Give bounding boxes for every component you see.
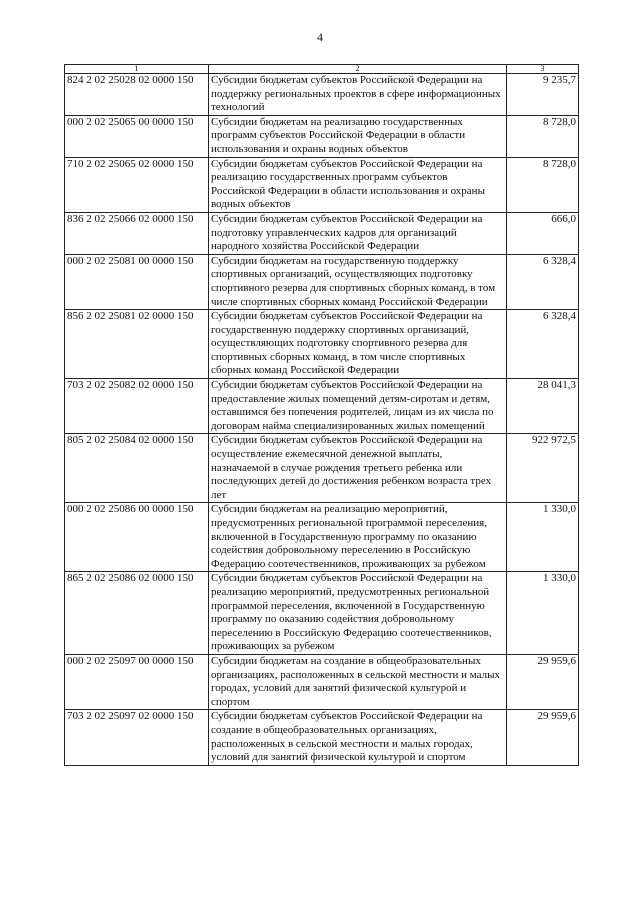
budget-code: 805 2 02 25084 02 0000 150 — [65, 434, 209, 503]
table-row — [65, 115, 579, 157]
subsidy-description: Субсидии бюджетам субъектов Российской Федерации на предоставление жилых помещений детям-сиротам и детям, оставшимся без попечения родителей, лицам из их числа по договорам найма специализированных жилых помещений — [209, 379, 507, 434]
budget-code: 703 2 02 25097 02 0000 150 — [65, 710, 209, 765]
budget-code: 710 2 02 25065 02 0000 150 — [65, 157, 209, 212]
budget-code: 824 2 02 25028 02 0000 150 — [65, 74, 209, 116]
amount-value: 1 330,0 — [507, 503, 579, 572]
amount-value: 6 328,4 — [507, 310, 579, 379]
table-row — [65, 74, 579, 116]
amount-value: 666,0 — [507, 212, 579, 254]
amount-value: 29 959,6 — [507, 710, 579, 765]
subsidy-description: Субсидии бюджетам на реализацию мероприятий, предусмотренных региональной программой переселения, включенной в Государственную программу по оказанию содействия добровольному переселению в Российскую Федерацию соотечественников, проживающих за рубежом — [209, 503, 507, 572]
subsidy-description: Субсидии бюджетам субъектов Российской Федерации на реализацию государственных программ субъектов Российской Федерации в области использования и охраны водных объектов — [209, 157, 507, 212]
table-row — [65, 503, 579, 572]
subsidy-description: Субсидии бюджетам субъектов Российской Федерации на осуществление ежемесячной денежной выплаты, назначаемой в случае рождения третьего ребенка или последующих детей до достижения ребенком возраста трех лет — [209, 434, 507, 503]
table-row — [65, 310, 579, 379]
table-row — [65, 434, 579, 503]
budget-code: 865 2 02 25086 02 0000 150 — [65, 572, 209, 655]
table-row — [65, 157, 579, 212]
column-header-code: 1 — [65, 65, 209, 74]
subsidy-description: Субсидии бюджетам субъектов Российской Федерации на государственную поддержку спортивных организаций, осуществляющих подготовку спортивного резерва для спортивных сборных команд, в том числе спортивных сборных команд Российской Федерации — [209, 310, 507, 379]
amount-value: 1 330,0 — [507, 572, 579, 655]
amount-value: 28 041,3 — [507, 379, 579, 434]
budget-code: 000 2 02 25065 00 0000 150 — [65, 115, 209, 157]
budget-code: 000 2 02 25097 00 0000 150 — [65, 654, 209, 709]
table-row — [65, 572, 579, 655]
amount-value: 6 328,4 — [507, 254, 579, 309]
budget-code: 703 2 02 25082 02 0000 150 — [65, 379, 209, 434]
table-row — [65, 710, 579, 765]
budget-code: 000 2 02 25086 00 0000 150 — [65, 503, 209, 572]
budget-code: 836 2 02 25066 02 0000 150 — [65, 212, 209, 254]
subsidy-description: Субсидии бюджетам на государственную поддержку спортивных организаций, осуществляющих подготовку спортивного резерва для спортивных сборных команд, в том числе спортивных сборных команд Российской Федерации — [209, 254, 507, 309]
amount-value: 922 972,5 — [507, 434, 579, 503]
budget-subsidies-table — [64, 64, 579, 766]
budget-code: 856 2 02 25081 02 0000 150 — [65, 310, 209, 379]
table-row — [65, 254, 579, 309]
subsidy-description: Субсидии бюджетам субъектов Российской Федерации на подготовку управленческих кадров для организаций народного хозяйства Российской Федерации — [209, 212, 507, 254]
column-header-amount: 3 — [507, 65, 579, 74]
column-header-name: 2 — [209, 65, 507, 74]
table-row — [65, 379, 579, 434]
subsidy-description: Субсидии бюджетам субъектов Российской Федерации на реализацию мероприятий, предусмотренных региональной программой переселения, включенной в Государственную программу по оказанию содействия добровольному переселению в Российскую Федерацию соотечественников, проживающих за рубежом — [209, 572, 507, 655]
table-header-row — [65, 65, 579, 74]
budget-code: 000 2 02 25081 00 0000 150 — [65, 254, 209, 309]
subsidy-description: Субсидии бюджетам на создание в общеобразовательных организациях, расположенных в сельской местности и малых городах, условий для занятий физической культурой и спортом — [209, 654, 507, 709]
page-number: 4 — [317, 30, 323, 44]
amount-value: 8 728,0 — [507, 115, 579, 157]
table-row — [65, 654, 579, 709]
table-row — [65, 212, 579, 254]
subsidy-description: Субсидии бюджетам субъектов Российской Федерации на поддержку региональных проектов в сфере информационных технологий — [209, 74, 507, 116]
amount-value: 9 235,7 — [507, 74, 579, 116]
amount-value: 29 959,6 — [507, 654, 579, 709]
amount-value: 8 728,0 — [507, 157, 579, 212]
subsidy-description: Субсидии бюджетам на реализацию государственных программ субъектов Российской Федерации в области использования и охраны водных объектов — [209, 115, 507, 157]
subsidy-description: Субсидии бюджетам субъектов Российской Федерации на создание в общеобразовательных организациях, расположенных в сельской местности и малых городах, условий для занятий физической культурой и спортом — [209, 710, 507, 765]
